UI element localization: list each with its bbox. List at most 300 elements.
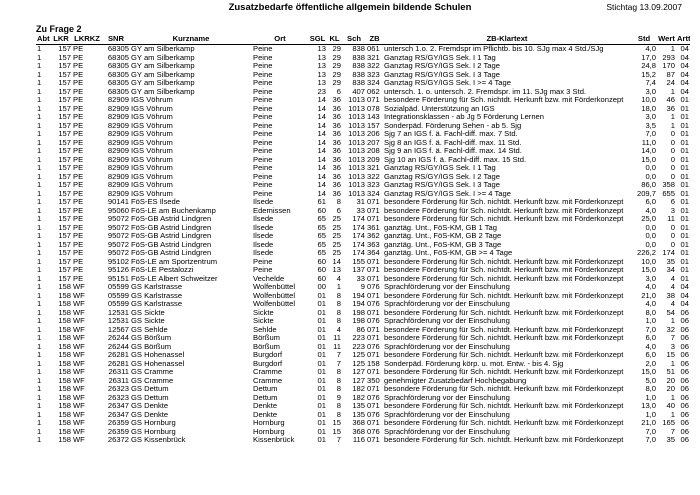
cell-ort: Peine [253, 130, 273, 138]
cell-abt: 1 [37, 215, 42, 223]
cell-ort: Dettum [253, 385, 278, 393]
cell-zb-klartext: genehmigter Zusatzbedarf Hochbegabung [384, 376, 527, 385]
cell-ort: Peine [253, 79, 273, 87]
cell-ort: Peine [253, 172, 273, 181]
cell-zb-klartext: besondere Förderung für Sch. nichtdt. Herkunft bzw. mit Förderkonzept [384, 308, 624, 317]
cell-std: 226,2 [636, 249, 656, 257]
cell-wert: 1 [670, 87, 675, 96]
cell-kl: 25 [332, 215, 341, 223]
cell-lkrkz: PE [73, 44, 84, 53]
cell-zb: 076 [367, 342, 380, 351]
cell-zb-klartext: besondere Förderung für Sch. nichtdt. Herkunft bzw. mit Förderkonzept [384, 351, 624, 359]
table-row [36, 326, 690, 335]
cell-artt: 01 [680, 223, 689, 232]
cell-ort: Hornburg [253, 427, 285, 436]
cell-zb: 361 [367, 223, 380, 232]
cell-artt: 06 [680, 308, 689, 317]
cell-ort: Denkte [253, 410, 278, 419]
cell-wert: 34 [666, 266, 675, 274]
cell-kurzname: IGS Vöhrum [131, 147, 173, 155]
cell-zb-klartext: besondere Förderung für Sch. nichtdt. Herkunft bzw. mit Förderkonzept [384, 334, 624, 342]
cell-abt: 1 [37, 96, 42, 104]
cell-wert: 24 [666, 79, 675, 87]
cell-kl: 36 [332, 181, 341, 189]
cell-zb-klartext: Ganztag RS/GY/IGS Sek. I 2 Tage [384, 62, 500, 70]
cell-sch: 194 [352, 300, 365, 308]
cell-abt: 1 [37, 223, 42, 232]
cell-wert: 35 [666, 257, 675, 266]
cell-lkr: 157 [58, 62, 71, 70]
cell-wert: 87 [666, 70, 675, 79]
cell-wert: 1 [670, 410, 675, 419]
cell-lkrkz: PE [73, 62, 84, 70]
cell-ort: Hornburg [253, 419, 285, 427]
table-row [36, 283, 690, 292]
cell-std: 17,0 [641, 53, 656, 62]
cell-abt: 1 [37, 419, 42, 427]
cell-wert: 46 [666, 96, 675, 104]
cell-zb: 071 [367, 206, 380, 215]
cell-zb: 071 [367, 325, 380, 334]
cell-zb: 076 [367, 393, 380, 402]
cell-zb: 143 [367, 113, 380, 121]
cell-sch: 174 [352, 240, 365, 249]
cell-artt: 06 [680, 368, 689, 376]
cell-kurzname: FöS-LE am Buchenkamp [131, 206, 216, 215]
cell-kl: 8 [336, 385, 341, 393]
table-row [36, 317, 690, 326]
cell-lkrkz: PE [73, 87, 84, 96]
cell-sch: 198 [352, 317, 365, 325]
cell-zb: 206 [367, 130, 380, 138]
cell-kurzname: GS Denkte [131, 410, 169, 419]
cell-lkrkz: PE [73, 189, 84, 198]
table-row [36, 147, 690, 156]
cell-kurzname: FöS-LE Albert Schweitzer [131, 274, 218, 283]
cell-std: 8,0 [645, 385, 656, 393]
cell-snr: 26359 [107, 419, 129, 427]
cell-zb-klartext: Sjg 9 an IGS f. ä. Fachl-diff. max. 14 Std. [384, 147, 522, 155]
cell-lkrkz: WF [73, 300, 85, 308]
cell-sch: 86 [356, 325, 365, 334]
table-row [36, 130, 690, 139]
cell-zb: 071 [367, 274, 380, 283]
cell-lkr: 157 [58, 44, 71, 53]
cell-abt: 1 [37, 155, 42, 164]
cell-lkrkz: WF [73, 410, 85, 419]
cell-zb-klartext: Sprachförderung vor der Einschulung [384, 283, 510, 291]
table-row [36, 368, 690, 377]
cell-zb-klartext: besondere Förderung für Sch. nichtdt. Herkunft bzw. mit Förderkonzept [384, 402, 624, 410]
cell-zb-klartext: Sjg 10 an IGS f. ä. Fachl-diff. max. 15 Std. [384, 155, 527, 164]
cell-artt: 01 [680, 240, 689, 249]
cell-zb: 076 [367, 427, 380, 436]
cell-artt: 01 [680, 138, 689, 147]
table-row [36, 266, 690, 275]
cell-sgl: 61 [317, 198, 326, 206]
cell-sch: 1013 [348, 155, 365, 164]
cell-ort: Wolfenbüttel [253, 300, 296, 308]
cell-sch: 407 [352, 87, 365, 96]
cell-kurzname: GS Karlstrasse [131, 291, 183, 300]
cell-snr: 82909 [107, 121, 129, 130]
cell-zb-klartext: besondere Förderung für Sch. nichtdt. Herkunft bzw. mit Förderkonzept [384, 257, 624, 266]
cell-abt: 1 [37, 402, 42, 410]
cell-ort: Sickte [253, 317, 274, 325]
cell-lkr: 157 [58, 257, 71, 266]
cell-snr: 26359 [107, 427, 129, 436]
table-row [36, 394, 690, 403]
cell-lkrkz: WF [73, 427, 85, 436]
cell-artt: 04 [680, 44, 689, 53]
cell-zb: 071 [367, 351, 380, 359]
cell-lkrkz: PE [73, 138, 84, 147]
cell-abt: 1 [37, 342, 42, 351]
cell-sgl: 14 [317, 113, 326, 121]
cell-lkr: 157 [58, 232, 71, 240]
cell-snr: 68305 [107, 62, 129, 70]
col-header-snr: SNR [102, 35, 130, 45]
cell-snr: 05599 [107, 300, 129, 308]
cell-wert: 0 [670, 147, 675, 155]
cell-zb: 076 [367, 283, 380, 291]
cell-std: 10,0 [641, 96, 656, 104]
cell-sgl: 13 [317, 62, 326, 70]
cell-kl: 6 [336, 87, 341, 96]
cell-lkrkz: WF [73, 402, 85, 410]
cell-sch: 125 [352, 351, 365, 359]
cell-zb: 158 [367, 359, 380, 368]
cell-lkrkz: WF [73, 376, 85, 385]
cell-artt: 01 [680, 121, 689, 130]
cell-zb: 071 [367, 215, 380, 223]
cell-lkrkz: PE [73, 266, 84, 274]
cell-kurzname: IGS Vöhrum [131, 104, 173, 113]
cell-lkrkz: PE [73, 164, 84, 172]
cell-wert: 3 [670, 206, 675, 215]
cell-lkr: 158 [58, 291, 71, 300]
cell-wert: 20 [666, 376, 675, 385]
cell-snr: 68305 [107, 87, 129, 96]
cell-sgl: 60 [317, 266, 326, 274]
cell-kl: 25 [332, 232, 341, 240]
cell-sgl: 60 [317, 257, 326, 266]
cell-kl: 15 [332, 427, 341, 436]
cell-sgl: 14 [317, 104, 326, 113]
cell-ort: Börßum [253, 342, 281, 351]
cell-sch: 116 [352, 436, 365, 444]
cell-lkr: 157 [58, 249, 71, 257]
cell-kl: 36 [332, 113, 341, 121]
col-header-zb-klartext: ZB-Klartext [383, 35, 631, 45]
cell-lkrkz: PE [73, 249, 84, 257]
cell-abt: 1 [37, 53, 42, 62]
table-row [36, 113, 690, 122]
cell-lkr: 158 [58, 368, 71, 376]
cell-zb: 324 [367, 79, 380, 87]
cell-sgl: 13 [317, 79, 326, 87]
cell-artt: 01 [680, 257, 689, 266]
table-body [36, 45, 690, 445]
cell-sgl: 65 [317, 232, 326, 240]
cell-wert: 32 [666, 325, 675, 334]
cell-sch: 1013 [348, 121, 365, 130]
cell-std: 86,0 [641, 181, 656, 189]
cell-artt: 04 [680, 87, 689, 96]
cell-lkr: 158 [58, 393, 71, 402]
cell-zb-klartext: Sonderpäd. Förderung körp. u. mot. Entw. - bis 4. Sjg [384, 359, 564, 368]
cell-kurzname: IGS Vöhrum [131, 164, 173, 172]
cell-sch: 1013 [348, 147, 365, 155]
cell-ort: Peine [253, 257, 273, 266]
cell-artt: 01 [680, 198, 689, 206]
page-header [0, 2, 700, 16]
cell-zb: 350 [367, 376, 380, 385]
cell-artt: 01 [680, 113, 689, 121]
table-row [36, 232, 690, 241]
cell-zb-klartext: Ganztag RS/GY/IGS Sek. I 1 Tag [384, 53, 496, 62]
cell-kurzname: GS Dettum [131, 393, 169, 402]
table-row [36, 122, 690, 131]
cell-abt: 1 [37, 44, 42, 53]
cell-lkrkz: WF [73, 436, 85, 444]
cell-ort: Cramme [253, 368, 283, 376]
cell-lkrkz: PE [73, 121, 84, 130]
cell-sch: 174 [352, 215, 365, 223]
cell-lkrkz: PE [73, 232, 84, 240]
cell-wert: 358 [662, 181, 675, 189]
cell-lkr: 158 [58, 317, 71, 325]
cell-abt: 1 [37, 62, 42, 70]
cell-kurzname: IGS Vöhrum [131, 138, 173, 147]
cell-sgl: 13 [317, 70, 326, 79]
cell-sgl: 14 [317, 164, 326, 172]
table-row [36, 156, 690, 165]
cell-snr: 82909 [107, 147, 129, 155]
cell-zb: 364 [367, 249, 380, 257]
cell-lkr: 157 [58, 223, 71, 232]
cell-std: 8,0 [645, 308, 656, 317]
cell-kl: 29 [332, 53, 341, 62]
table-row [36, 241, 690, 250]
cell-zb-klartext: Integrationsklassen - ab Jg 5 Förderung Lernen [384, 113, 544, 121]
cell-wert: 293 [662, 53, 675, 62]
cell-zb: 071 [367, 257, 380, 266]
cell-std: 7,0 [645, 427, 656, 436]
cell-abt: 1 [37, 325, 42, 334]
col-header-lkrkz: LKRKZ [72, 35, 102, 45]
cell-snr: 82909 [107, 189, 129, 198]
cell-sgl: 01 [317, 436, 326, 444]
cell-snr: 26244 [107, 342, 129, 351]
cell-snr: 26372 [107, 436, 129, 444]
cell-kl: 8 [336, 402, 341, 410]
cell-lkr: 157 [58, 87, 71, 96]
cell-sgl: 01 [317, 300, 326, 308]
cell-abt: 1 [37, 334, 42, 342]
cell-zb: 071 [367, 198, 380, 206]
cell-zb-klartext: besondere Förderung für Sch. nichtdt. Herkunft bzw. mit Förderkonzept [384, 436, 624, 444]
cell-std: 14,0 [641, 147, 656, 155]
cell-artt: 04 [680, 291, 689, 300]
cell-kl: 29 [332, 62, 341, 70]
cell-std: 2,0 [645, 359, 656, 368]
cell-ort: Burgdorf [253, 359, 283, 368]
cell-artt: 06 [680, 342, 689, 351]
cell-artt: 06 [680, 419, 689, 427]
cell-sch: 194 [352, 291, 365, 300]
cell-abt: 1 [37, 376, 42, 385]
cell-artt: 01 [680, 181, 689, 189]
cell-kl: 8 [336, 317, 341, 325]
cell-ort: Ilsede [253, 249, 274, 257]
cell-zb-klartext: Ganztag RS/GY/IGS Sek. I 1 Tag [384, 164, 496, 172]
cell-sgl: 01 [317, 351, 326, 359]
cell-zb-klartext: Ganztag RS/GY/IGS Sek. I 3 Tage [384, 70, 500, 79]
cell-lkrkz: PE [73, 70, 84, 79]
cell-snr: 95126 [107, 266, 129, 274]
cell-wert: 0 [670, 223, 675, 232]
cell-abt: 1 [37, 147, 42, 155]
cell-kurzname: GS Sehlde [131, 325, 168, 334]
cell-sgl: 01 [317, 334, 326, 342]
cell-lkrkz: PE [73, 155, 84, 164]
cell-snr: 95151 [107, 274, 129, 283]
cell-lkr: 158 [58, 410, 71, 419]
cell-kl: 9 [336, 393, 341, 402]
cell-std: 0,0 [645, 240, 656, 249]
cell-wert: 7 [670, 334, 675, 342]
cell-lkr: 157 [58, 274, 71, 283]
cell-abt: 1 [37, 138, 42, 147]
cell-zb-klartext: besondere Förderung für Sch. nichtdt. Herkunft bzw. mit Förderkonzept [384, 206, 624, 215]
cell-kl: 36 [332, 130, 341, 138]
cell-zb: 076 [367, 300, 380, 308]
cell-lkr: 157 [58, 206, 71, 215]
cell-abt: 1 [37, 121, 42, 130]
cell-kurzname: IGS Vöhrum [131, 172, 173, 181]
cell-abt: 1 [37, 257, 42, 266]
cell-snr: 68305 [107, 44, 129, 53]
cell-snr: 82909 [107, 181, 129, 189]
cell-abt: 1 [37, 189, 42, 198]
cell-std: 25,0 [641, 215, 656, 223]
cell-artt: 04 [680, 70, 689, 79]
cell-kl: 29 [332, 79, 341, 87]
cell-abt: 1 [37, 181, 42, 189]
cell-std: 4,0 [645, 342, 656, 351]
cell-zb: 323 [367, 70, 380, 79]
cell-artt: 01 [680, 155, 689, 164]
table-row [36, 411, 690, 420]
cell-artt: 06 [680, 351, 689, 359]
col-header-ort: Ort [252, 35, 308, 45]
col-header-std: Std [631, 35, 657, 45]
cell-kurzname: GS Börßum [131, 334, 172, 342]
cell-kurzname: IGS Vöhrum [131, 96, 173, 104]
cell-std: 15,0 [641, 368, 656, 376]
cell-kl: 8 [336, 300, 341, 308]
cell-zb: 071 [367, 402, 380, 410]
cell-artt: 01 [680, 96, 689, 104]
cell-zb: 078 [367, 104, 380, 113]
cell-lkrkz: PE [73, 240, 84, 249]
cell-lkrkz: PE [73, 96, 84, 104]
cell-std: 15,0 [641, 155, 656, 164]
cell-sch: 135 [352, 402, 365, 410]
cell-kurzname: FöS-ES Ilsede [131, 198, 180, 206]
cell-ort: Peine [253, 53, 273, 62]
cell-lkrkz: WF [73, 385, 85, 393]
table-row [36, 173, 690, 182]
cell-sch: 125 [352, 359, 365, 368]
cell-abt: 1 [37, 427, 42, 436]
table-row [36, 139, 690, 148]
cell-artt: 01 [680, 130, 689, 138]
cell-zb: 321 [367, 164, 380, 172]
cell-wert: 6 [670, 198, 675, 206]
cell-ort: Wolfenbüttel [253, 291, 296, 300]
cell-lkr: 157 [58, 189, 71, 198]
cell-wert: 20 [666, 385, 675, 393]
cell-abt: 1 [37, 291, 42, 300]
cell-abt: 1 [37, 359, 42, 368]
cell-sch: 9 [360, 283, 365, 291]
cell-wert: 4 [670, 274, 675, 283]
cell-snr: 12531 [107, 308, 129, 317]
cell-snr: 26311 [108, 368, 129, 376]
cell-wert: 4 [670, 300, 675, 308]
cell-kurzname: GY am Silberkamp [131, 53, 195, 62]
cell-std: 13,0 [641, 402, 656, 410]
cell-sgl: 14 [317, 189, 326, 198]
cell-snr: 68305 [107, 70, 129, 79]
cell-sgl: 14 [317, 96, 326, 104]
cell-kl: 36 [332, 164, 341, 172]
cell-ort: Denkte [253, 402, 278, 410]
cell-sch: 127 [352, 376, 365, 385]
cell-std: 21,0 [641, 291, 656, 300]
cell-kurzname: IGS Vöhrum [131, 113, 173, 121]
cell-zb: 071 [367, 334, 380, 342]
cell-ort: Peine [253, 266, 273, 274]
cell-zb-klartext: Sozialpäd. Unterstützung an IGS [384, 104, 495, 113]
table-row [36, 360, 690, 369]
cell-lkrkz: PE [73, 130, 84, 138]
cell-lkr: 158 [58, 376, 71, 385]
cell-sch: 137 [352, 266, 365, 274]
cell-lkrkz: WF [73, 393, 85, 402]
cell-kurzname: GS Karlstrasse [131, 300, 183, 308]
cell-kl: 11 [333, 342, 341, 351]
cell-ort: Peine [253, 121, 273, 130]
cell-std: 24,8 [641, 62, 656, 70]
table-row [36, 224, 690, 233]
cell-sch: 838 [352, 62, 365, 70]
table-row [36, 45, 690, 54]
cell-lkrkz: WF [73, 351, 85, 359]
cell-zb: 071 [367, 96, 380, 104]
cell-std: 4,0 [645, 44, 656, 53]
cell-kurzname: FöS-LE am Sportzentrum [131, 257, 218, 266]
cell-kl: 36 [332, 189, 341, 198]
cell-sgl: 01 [317, 376, 326, 385]
cell-zb: 322 [367, 62, 380, 70]
table-row [36, 79, 690, 88]
cell-sgl: 14 [317, 181, 326, 189]
cell-snr: 26323 [107, 393, 129, 402]
cell-std: 0,0 [645, 223, 656, 232]
